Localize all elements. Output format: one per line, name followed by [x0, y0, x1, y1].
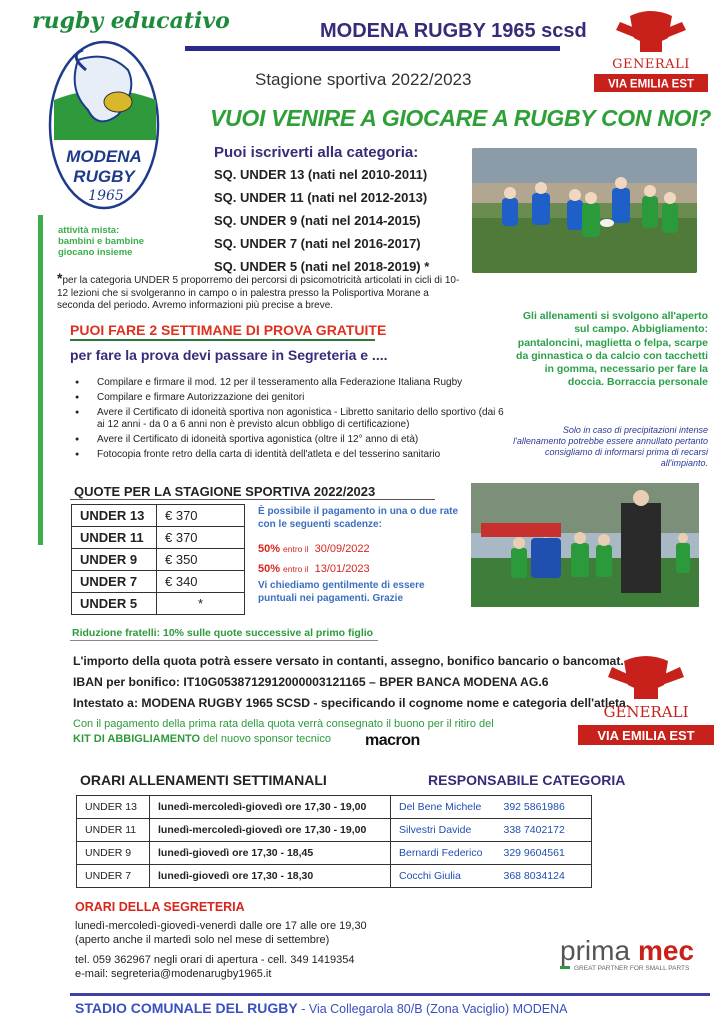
title-divider — [185, 46, 560, 51]
secretariat-phone[interactable]: tel. 059 362967 negli orari di apertura - cell. 349 1419354 — [75, 954, 355, 966]
footer-address — [75, 1000, 568, 1016]
fee-category: UNDER 5 — [72, 593, 157, 615]
table-row — [72, 527, 245, 549]
requirement-item: ● Avere il Certificato di idoneità sportiva agonistica (oltre il 12° anno di età) — [75, 434, 505, 447]
fee-amount: * — [157, 593, 245, 615]
generali-branch: VIA EMILIA EST — [607, 78, 695, 91]
fee-amount: € 370 — [157, 505, 245, 527]
requirement-item: ● Compilare e firmare il mod. 12 per il tesseramento alla Federazione Italiana Rugby — [75, 377, 505, 390]
note-text: per la categoria UNDER 5 proporremo dei percorsi di psicomotricità articolati in cicli di 10-12 lezioni che si svolgeranno in campo o in palestra presso la Polisportiva Morane a seconda del periodo. Avremo informazioni più precise a breve. — [57, 275, 460, 311]
manager-phone[interactable]: 392 5861986 — [496, 796, 592, 819]
secretariat-email[interactable]: e-mail: segreteria@modenarugby1965.it — [75, 968, 272, 980]
requirement-item: ● Compilare e firmare Autorizzazione dei genitori — [75, 392, 505, 405]
fees-title: QUOTE PER LA STAGIONE SPORTIVA 2022/2023 — [74, 484, 376, 499]
categories-title: Puoi iscriverti alla categoria: — [214, 144, 419, 161]
trial-subtitle: per fare la prova devi passare in Segreteria e .... — [70, 347, 388, 363]
payment-details — [73, 651, 629, 714]
kids-rugby-photo — [472, 148, 697, 273]
mixed-line: giocano insieme — [58, 247, 133, 258]
fee-category: UNDER 7 — [72, 571, 157, 593]
venue-name: STADIO COMUNALE DEL RUGBY — [75, 1000, 298, 1016]
table-row — [77, 819, 592, 842]
side-accent-bar — [38, 215, 43, 545]
category-item: SQ. UNDER 7 (nati nel 2016-2017) — [214, 236, 421, 251]
venue-address: - Via Collegarola 80/B (Zona Vaciglio) MODENA — [297, 1002, 568, 1016]
manager-phone[interactable]: 338 7402172 — [496, 819, 592, 842]
requirement-item: ● Avere il Certificato di idoneità sportiva non agonistica - Libretto sanitario dello sportivo (dai 6 ai 12 anni - da 0 a 6 anni non è previsto alcun obbligo di certificazione) — [75, 407, 505, 432]
season-label: Stagione sportiva 2022/2023 — [255, 70, 472, 89]
primamec-name-b: mec — [638, 935, 695, 966]
schedule-title: ORARI ALLENAMENTI SETTIMANALI — [80, 772, 327, 788]
installment-1 — [258, 543, 370, 555]
generali-sponsor-logo — [590, 8, 712, 94]
trial-underline — [70, 339, 375, 341]
manager-name: Cocchi Giulia — [391, 865, 496, 888]
note-asterisk: * — [57, 270, 63, 286]
payment-thanks: Vi chiediamo gentilmente di essere puntuali nei pagamenti. Grazie — [258, 580, 425, 604]
category-item: SQ. UNDER 11 (nati nel 2012-2013) — [214, 190, 428, 205]
club-name: MODENA RUGBY 1965 scsd — [320, 20, 587, 42]
manager-phone[interactable]: 368 8034124 — [496, 865, 592, 888]
installment-pct: 50% — [258, 543, 281, 555]
installment-2 — [258, 563, 370, 575]
installment-date: 30/09/2022 — [314, 543, 370, 555]
main-headline: VUOI VENIRE A GIOCARE A RUGBY CON NOI? — [210, 105, 712, 131]
requirements-list — [75, 377, 505, 464]
generali-name: GENERALI — [603, 703, 689, 721]
category-item: SQ. UNDER 9 (nati nel 2014-2015) — [214, 213, 421, 228]
installment-pct: 50% — [258, 563, 281, 575]
fee-category: UNDER 11 — [72, 527, 157, 549]
table-row — [77, 865, 592, 888]
manager-name: Del Bene Michele — [391, 796, 496, 819]
secretariat-hours: lunedì-mercoledì-giovedì-venerdì dalle ore 17 alle ore 19,30 — [75, 920, 367, 932]
category-item: SQ. UNDER 5 (nati nel 2018-2019) * — [214, 259, 430, 274]
footer-divider — [70, 993, 710, 996]
table-row — [77, 842, 592, 865]
installment-label: entro il — [283, 564, 309, 574]
schedule-category: UNDER 13 — [77, 796, 150, 819]
training-info: Gli allenamenti si svolgono all'aperto sul campo. Abbigliamento: pantaloncini, maglietta o felpa, scarpe da ginnastica o da calcio con tacchetti in gomma, necessario per fare la doccia. Borraccia personale — [516, 310, 708, 389]
kit-text-2: del nuovo sponsor tecnico — [203, 733, 331, 745]
categories-list — [214, 163, 429, 278]
schedule-category: UNDER 11 — [77, 819, 150, 842]
siblings-discount: Riduzione fratelli: 10% sulle quote successive al primo figlio — [72, 627, 374, 639]
schedule-category: UNDER 7 — [77, 865, 150, 888]
generali-name: GENERALI — [612, 57, 690, 72]
fee-amount: € 340 — [157, 571, 245, 593]
logo-year: 1965 — [88, 188, 124, 204]
kit-text: Con il pagamento della prima rata della quota verrà consegnato il buono per il ritiro del — [73, 718, 494, 730]
fees-title-line — [70, 499, 435, 500]
payment-methods: L'importo della quota potrà essere versato in contanti, assegno, bonifico bancario o bancomat. — [73, 654, 624, 668]
logo-text-modena: MODENA — [66, 147, 142, 166]
table-row — [77, 796, 592, 819]
table-row — [72, 549, 245, 571]
table-row — [72, 571, 245, 593]
installment-label: entro il — [283, 544, 309, 554]
fees-table — [71, 504, 245, 615]
schedule-days: lunedì-mercoledì-giovedì ore 17,30 - 19,00 — [150, 796, 391, 819]
mixed-line: bambini e bambine — [58, 236, 145, 247]
installment-date: 13/01/2023 — [314, 563, 370, 575]
installments-info: È possibile il pagamento in una o due rate con le seguenti scadenze: — [258, 506, 459, 530]
table-row — [72, 505, 245, 527]
siblings-underline — [70, 640, 378, 641]
team-photo — [471, 483, 699, 607]
requirement-item: ● Fotocopia fronte retro della carta di identità dell'atleta e del tesserino sanitario — [75, 449, 505, 462]
schedule-days: lunedì-giovedì ore 17,30 - 18,45 — [150, 842, 391, 865]
kit-bold: KIT DI ABBIGLIAMENTO — [73, 733, 201, 745]
schedule-category: UNDER 9 — [77, 842, 150, 865]
manager-name: Bernardi Federico — [391, 842, 496, 865]
generali-sponsor-logo — [576, 655, 716, 747]
schedule-days: lunedì-mercoledì-giovedì ore 17,30 - 19,00 — [150, 819, 391, 842]
tagline: rugby educativo — [32, 8, 230, 34]
manager-phone[interactable]: 329 9604561 — [496, 842, 592, 865]
primamec-slogan: GREAT PARTNER FOR SMALL PARTS — [574, 965, 690, 972]
generali-branch: VIA EMILIA EST — [597, 728, 695, 743]
manager-name: Silvestri Davide — [391, 819, 496, 842]
table-row — [72, 593, 245, 615]
fee-amount: € 350 — [157, 549, 245, 571]
mixed-activity-note — [58, 225, 144, 258]
under5-note — [57, 272, 462, 313]
payee: Intestato a: MODENA RUGBY 1965 SCSD - specificando il cognome nome e categoria dell'atleta. — [73, 696, 630, 710]
free-trial-title: PUOI FARE 2 SETTIMANE DI PROVA GRATUITE — [70, 322, 387, 338]
iban: IBAN per bonifico: IT10G0538712912000003121165 – BPER BANCA MODENA AG.6 — [73, 675, 549, 689]
rain-note: Solo in caso di precipitazioni intense l'allenamento potrebbe essere annullato pertanto consigliamo di informarsi prima di recarsi all'impianto. — [513, 425, 708, 468]
schedule-days: lunedì-giovedì ore 17,30 - 18,30 — [150, 865, 391, 888]
macron-logo: macron — [365, 732, 420, 749]
schedule-table — [76, 795, 592, 888]
category-item: SQ. UNDER 13 (nati nel 2010-2011) — [214, 167, 428, 182]
secretariat-info — [75, 919, 367, 981]
secretariat-hours-note: (aperto anche il martedì solo nel mese di settembre) — [75, 934, 330, 946]
kit-note — [73, 717, 558, 747]
fee-category: UNDER 13 — [72, 505, 157, 527]
secretariat-title: ORARI DELLA SEGRETERIA — [75, 900, 245, 914]
mixed-line: attività mista: — [58, 225, 120, 236]
primamec-logo — [560, 930, 710, 978]
logo-text-rugby: RUGBY — [73, 167, 135, 186]
primamec-name-a: prima — [560, 935, 631, 966]
managers-title: RESPONSABILE CATEGORIA — [428, 772, 626, 788]
fee-category: UNDER 9 — [72, 549, 157, 571]
club-logo — [48, 40, 160, 210]
fee-amount: € 370 — [157, 527, 245, 549]
